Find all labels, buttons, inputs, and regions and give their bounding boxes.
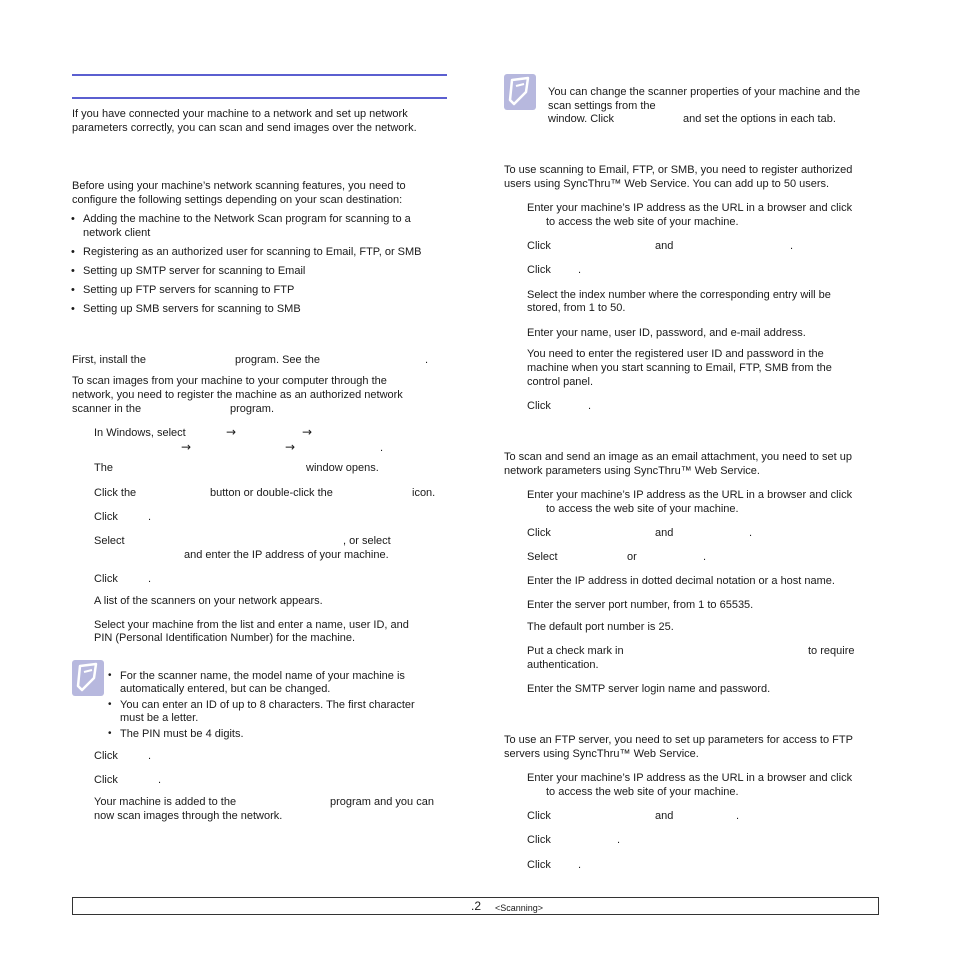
page-number: .2 [471,899,482,913]
step-5a: Select [94,535,125,547]
ftp-intro-line-2: servers using SyncThru™ Web Service. [504,748,699,760]
bullet-item: • Setting up SMTP server for scanning to Email [83,264,305,278]
note-bullet: • The PIN must be 4 digits. [120,727,244,741]
step-10c: now scan images through the network. [94,810,283,822]
step-3a: Click the [94,487,137,499]
register-line-3b: program. [230,403,275,415]
step-2a: The [94,462,113,474]
ftp-step-4b: . [578,859,582,871]
smtp-step-3b: or [627,551,637,563]
note-icon [504,74,536,110]
intro-line-1: If you have connected your machine to a network and set up network [72,108,408,120]
ftp-step-2a: Click [527,810,551,822]
install-text-b: program. See the [235,354,320,366]
right-note-line-2: scan settings from the [548,100,656,112]
step-4: Click [94,511,118,523]
smtp-step-1-cont: to access the web site of your machine. [546,503,739,515]
register-line-3a: scanner in the [72,403,142,415]
step-3c: icon. [412,487,436,499]
install-text-a: First, install the [72,354,146,366]
smtp-intro-line-1: To scan and send an image as an email attachment, you need to set up [504,451,852,463]
right-note-line-3a: window. Click [548,113,615,125]
prep-intro-line-2: configure the following settings depending on your scan destination: [72,194,403,206]
step-7-line-1: Select your machine from the list and enter a name, user ID, and [94,619,409,631]
note-bullet: • For the scanner name, the model name of your machine is [120,669,405,683]
smtp-step-6b: to require [808,645,855,657]
step-5b: , or select [343,535,391,547]
auth-step-1-cont: to access the web site of your machine. [546,216,739,228]
ftp-step-3b: . [617,834,621,846]
note-bullet-cont: must be a letter. [120,712,199,724]
note-bullet-cont: automatically entered, but can be changed. [120,683,331,695]
step-9-end: . [158,774,162,786]
step-4-end: . [148,511,152,523]
bullet-item-cont: network client [83,227,151,239]
bullet-item: • Registering as an authorized user for scanning to Email, FTP, or SMB [83,245,422,259]
ftp-step-2b: and [655,810,674,822]
right-note-line-1: You can change the scanner properties of your machine and the [548,86,861,98]
auth-step-6-cont: machine when you start scanning to Email, FTP, SMB from the [527,362,832,374]
auth-step-3a: Click [527,264,551,276]
ftp-intro-line-1: To use an FTP server, you need to set up parameters for access to FTP [504,734,853,746]
step-8: Click [94,750,118,762]
right-note-line-3b: and set the options in each tab. [683,113,836,125]
prep-intro-line-1: Before using your machine’s network scanning features, you need to [72,180,406,192]
step-6-end: . [148,573,152,585]
smtp-step-5: Enter the server port number, from 1 to 65535. [527,599,754,611]
step-8-end: . [148,750,152,762]
ftp-step-2c: . [736,810,740,822]
step-6-note: A list of the scanners on your network appears. [94,595,323,607]
smtp-step-5-note: The default port number is 25. [527,621,674,633]
step-6: Click [94,573,118,585]
auth-step-2b: and [655,240,674,252]
step-9: Click [94,774,118,786]
smtp-intro-line-2: network parameters using SyncThru™ Web Service. [504,465,760,477]
ftp-step-1: Enter your machine’s IP address as the URL in a browser and click [527,772,853,784]
ftp-step-3a: Click [527,834,551,846]
step-5c: and enter the IP address of your machine. [184,549,389,561]
smtp-step-6c: authentication. [527,659,599,671]
arrow-icon: → [181,440,192,454]
smtp-step-4: Enter the IP address in dotted decimal notation or a host name. [527,575,835,587]
note-bullet: • You can enter an ID of up to 8 characters. The first character [120,698,415,712]
ftp-step-4a: Click [527,859,551,871]
bullet-item: • Setting up SMB servers for scanning to SMB [83,302,301,316]
arrow-icon: → [226,425,237,439]
auth-step-3b: . [578,264,582,276]
smtp-step-2c: . [749,527,753,539]
step-10b: program and you can [330,796,434,808]
intro-line-2: parameters correctly, you can scan and send images over the network. [72,122,417,134]
arrow-icon: → [285,440,296,454]
bullet-item: • Setting up FTP servers for scanning to FTP [83,283,294,297]
ftp-step-1-cont: to access the web site of your machine. [546,786,739,798]
smtp-step-6a: Put a check mark in [527,645,624,657]
step-1-text: In Windows, select [94,427,186,439]
step-7-line-2: PIN (Personal Identification Number) for the machine. [94,632,356,644]
smtp-step-2b: and [655,527,674,539]
install-text-c: . [425,354,429,366]
auth-step-1: Enter your machine’s IP address as the URL in a browser and click [527,202,853,214]
step-10a: Your machine is added to the [94,796,237,808]
step-1-end: . [380,442,384,454]
smtp-step-3c: . [703,551,707,563]
smtp-step-3a: Select [527,551,558,563]
register-line-1: To scan images from your machine to your computer through the [72,375,387,387]
smtp-step-1: Enter your machine’s IP address as the URL in a browser and click [527,489,853,501]
auth-step-7a: Click [527,400,551,412]
bullet-item: • Adding the machine to the Network Scan program for scanning to a [83,212,411,226]
auth-step-2a: Click [527,240,551,252]
register-line-2: network, you need to register the machine as an authorized network [72,389,403,401]
chapter-label: <Scanning> [495,903,544,913]
auth-step-4-cont: stored, from 1 to 50. [527,302,626,314]
smtp-step-7: Enter the SMTP server login name and password. [527,683,771,695]
smtp-step-2a: Click [527,527,551,539]
auth-step-6-cont: control panel. [527,376,594,388]
arrow-icon: → [302,425,313,439]
auth-step-6: You need to enter the registered user ID and password in the [527,348,824,360]
note-icon [72,660,104,696]
section-rule-bottom [72,97,447,99]
step-3b: button or double-click the [210,487,333,499]
auth-step-2c: . [790,240,794,252]
section-rule-top [72,74,447,76]
auth-intro-line-1: To use scanning to Email, FTP, or SMB, you need to register authorized [504,164,853,176]
auth-step-4: Select the index number where the corresponding entry will be [527,289,831,301]
auth-step-5: Enter your name, user ID, password, and e-mail address. [527,327,806,339]
step-2b: window opens. [306,462,379,474]
auth-step-7b: . [588,400,592,412]
auth-intro-line-2: users using SyncThru™ Web Service. You can add up to 50 users. [504,178,830,190]
